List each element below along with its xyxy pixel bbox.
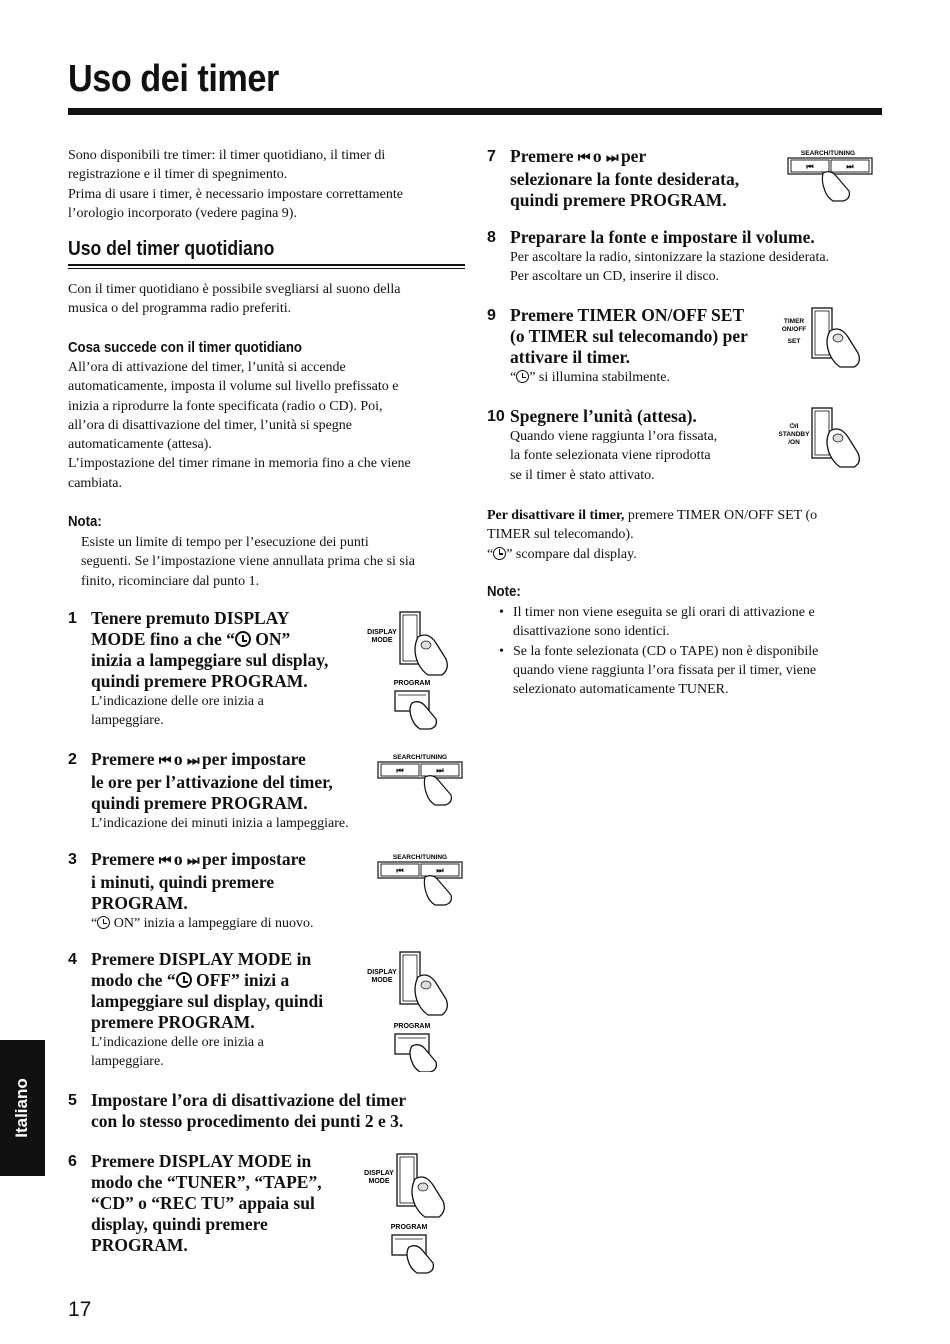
disable-line: TIMER sul telecomando). [487,527,634,543]
display-label: DISPLAY [367,629,397,636]
step-title-line: (o TIMER sul telecomando) per [510,326,748,346]
search-tuning-illustration [373,749,473,809]
step-9 [510,305,748,387]
step-title-line [91,849,314,872]
step-title-part: MODE fino a che “ [91,629,235,649]
step-title-line: PROGRAM. [91,893,188,913]
timer-set-label: SET [787,338,801,345]
clock-icon [235,631,251,647]
step-number: 1 [68,610,77,627]
step-title-line: premere PROGRAM. [91,1012,255,1032]
finger-icon [410,702,436,729]
nota-line: finito, ricominciare dal punto 1. [81,573,260,589]
disable-text: premere TIMER ON/OFF SET (o [624,508,818,523]
disable-text: ” scompare dal display. [506,546,637,562]
finger-icon [407,1246,433,1273]
program-label: PROGRAM [393,1023,431,1030]
step-title-line: Spegnere l’unità (attesa). [510,406,697,426]
fingernail-icon [418,1183,428,1191]
step-title-part: OFF” inizi a [191,970,290,990]
disable-line [487,545,887,564]
step-number: 7 [487,148,496,165]
timer-label: TIMER [783,318,805,325]
step-2 [91,749,349,833]
step-note-line: Quando viene raggiunta l’ora fissata, [510,429,718,444]
intro-line: l’orologio incorporato (vedere pagina 9). [68,205,297,221]
step-number: 4 [68,951,77,968]
step-title-part: Premere [91,849,159,869]
prev-track-icon: ⏮ [158,853,170,869]
language-label: Italiano [12,1078,31,1138]
notes-heading [487,583,525,600]
display-mode-program-illustration [360,607,470,732]
step-title-line: con lo stesso procedimento dei punti 2 e 3. [91,1111,404,1131]
finger-icon [827,429,859,467]
fingernail-icon [421,641,431,649]
step-title-part: Premere [510,146,578,166]
step-number: 8 [487,229,496,246]
mode-label: MODE [371,977,393,984]
body-line: inizia a riprodurre la fonte specificata (radio o CD). Poi, [68,398,383,414]
step-title-line: quindi premere PROGRAM. [91,671,308,691]
finger-icon [827,329,859,367]
step-title-line [91,970,323,991]
note-line: selezionato automaticamente TUNER. [513,682,729,698]
nota-heading-text: Nota: [68,513,102,530]
step-number: 5 [68,1092,77,1109]
disable-line [487,506,887,525]
notes-list [487,603,887,699]
step-title-line: Premere DISPLAY MODE in [91,1151,312,1171]
step-number: 6 [68,1153,77,1170]
step-title-part: per [616,146,647,166]
finger-icon [424,776,451,805]
search-tuning-label: SEARCH/TUNING [800,150,856,157]
nota-heading [68,513,106,530]
step-title-line: PROGRAM. [91,1235,188,1255]
page-title: Uso dei timer [68,58,279,100]
search-tuning-label: SEARCH/TUNING [392,754,448,761]
page-number: 17 [68,1298,92,1321]
search-tuning-label: SEARCH/TUNING [392,854,448,861]
body-line: automaticamente, imposta il volume sul livello prefissato e [68,379,399,395]
body-line: All’ora di attivazione del timer, l’unità si accende [68,360,346,375]
step-title-line: inizia a lampeggiare sul display, [91,650,329,670]
note-part: “ [510,370,517,385]
section-intro [68,280,468,319]
step-title-line: quindi premere PROGRAM. [91,793,308,813]
step-title-part: o [169,749,187,769]
intro-line: Sono disponibili tre timer: il timer quotidiano, il timer di [68,148,386,163]
note-line: quando viene raggiunta l’ora fissata per il timer, viene [513,662,817,678]
section-heading: Uso del timer quotidiano [68,238,275,260]
finger-icon [410,1045,436,1072]
next-track-icon: ⏭ [186,853,198,869]
step-title-part: Premere [91,749,159,769]
note-part: “ [91,916,98,931]
note-line: Se la fonte selezionata (CD o TAPE) non è disponibile [513,643,819,659]
step-title-line: Impostare l’ora di disattivazione del timer [91,1090,407,1110]
next-track-icon: ⏭ [186,753,198,769]
step-title-line: selezionare la fonte desiderata, [510,169,740,189]
step-title-part: o [169,849,187,869]
step-title-line: display, quindi premere [91,1214,268,1234]
fingernail-icon [833,334,843,342]
body-line: all’ora di disattivazione del timer, l’unità si spegne [68,417,353,433]
section-rule [68,264,465,266]
step-title-part: ON” [250,629,291,649]
finger-icon [415,635,447,675]
disable-bold: Per disattivare il timer, [487,508,625,523]
subheading [68,339,334,356]
timer-button-illustration [778,305,878,370]
standby-symbol-label: ⏻/I [789,423,799,430]
step-number: 10 [487,408,505,425]
note-part: ON” inizia a lampeggiare di nuovo. [110,916,314,931]
finger-icon [822,172,849,201]
intro-line: registrazione e il timer di spegnimento. [68,167,288,183]
clock-icon [516,370,529,383]
prev-track-icon: ⏮ [396,866,404,875]
next-track-icon: ⏭ [436,866,444,875]
notes-heading-text: Note: [487,583,521,600]
list-item [487,642,887,700]
step-title-line: i minuti, quindi premere [91,872,275,892]
step-7 [510,146,739,211]
step-title-line: Preparare la fonte e impostare il volume. [510,227,815,247]
step-title-line: le ore per l’attivazione del timer, [91,772,333,792]
step-title-part: modo che “ [91,970,176,990]
step-title-line: lampeggiare sul display, quindi [91,991,324,1011]
step-5 [91,1090,406,1132]
standby-on-label: /ON [788,439,800,446]
disable-paragraph [487,506,887,564]
disable-text: “ [487,546,494,562]
step-number: 9 [487,307,496,324]
program-label: PROGRAM [390,1224,428,1231]
step-note-line: lampeggiare. [91,1054,164,1070]
fingernail-icon [833,434,843,442]
finger-icon [412,1177,444,1217]
step-note-line: se il timer è stato attivato. [510,467,655,483]
next-track-icon: ⏭ [605,150,617,166]
note-line: disattivazione sono identici. [513,624,670,640]
display-mode-program-illustration [357,1151,467,1276]
step-note-line: Per ascoltare un CD, inserire il disco. [510,269,720,285]
step-note-line: L’indicazione delle ore inizia a [91,1035,264,1050]
nota-body [81,533,471,591]
note-part: ” si illumina stabilmente. [529,370,670,385]
clock-icon [493,547,506,560]
step-4 [91,949,323,1072]
step-title-part: per impostare [197,749,306,769]
step-note-line [91,914,314,933]
clock-icon [97,916,110,929]
language-side-tab [0,1040,45,1176]
step-note-line [510,368,748,387]
standby-button-illustration [776,405,876,470]
prev-track-icon: ⏮ [158,753,170,769]
finger-icon [424,876,451,905]
standby-label: STANDBY [778,431,810,438]
step-title-line [91,629,328,650]
subheading-text: Cosa succede con il timer quotidiano [68,339,302,356]
fingernail-icon [421,981,431,989]
next-track-icon: ⏭ [436,766,444,775]
step-note-line: L’indicazione dei minuti inizia a lampeggiare. [91,816,349,831]
prev-track-icon: ⏮ [806,162,814,171]
step-title-line [510,146,739,169]
step-title-line: modo che “TUNER”, “TAPE”, [91,1172,322,1192]
body-line: cambiata. [68,475,123,491]
body-line: automaticamente (attesa). [68,437,212,453]
step-note-line: Per ascoltare la radio, sintonizzare la stazione desiderata. [510,250,830,265]
section-text-line: musica o del programma radio preferiti. [68,301,292,317]
prev-track-icon: ⏮ [396,766,404,775]
display-label: DISPLAY [367,969,397,976]
step-1 [91,608,328,731]
step-title-line: attivare il timer. [510,347,631,367]
search-tuning-illustration [783,145,883,210]
clock-icon [176,972,192,988]
step-note-line: la fonte selezionata viene riprodotta [510,448,711,464]
search-tuning-illustration [373,849,473,909]
step-title-line: Premere DISPLAY MODE in [91,949,312,969]
display-label: DISPLAY [364,1170,394,1177]
step-number: 2 [68,751,77,768]
prev-track-icon: ⏮ [577,150,589,166]
section-rule [68,268,465,269]
section-body [68,358,468,493]
step-6 [91,1151,322,1256]
step-title-line: quindi premere PROGRAM. [510,190,727,210]
intro-paragraph [68,146,468,223]
nota-line: seguenti. Se l’impostazione viene annullata prima che si sia [81,554,415,570]
mode-label: MODE [368,1178,390,1185]
body-line: L’impostazione del timer rimane in memoria fino a che viene [68,456,411,472]
finger-icon [415,975,447,1015]
step-number: 3 [68,851,77,868]
intro-line: Prima di usare i timer, è necessario impostare correttamente [68,186,403,202]
program-label: PROGRAM [393,680,431,687]
step-note-line: lampeggiare. [91,713,164,729]
step-8 [510,227,829,287]
step-title-line: “CD” o “REC TU” appaia sul [91,1193,315,1213]
note-line: Il timer non viene eseguita se gli orari di attivazione e [513,605,815,620]
step-title-line: Premere TIMER ON/OFF SET [510,305,745,325]
nota-line: Esiste un limite di tempo per l’esecuzione dei punti [81,535,369,550]
step-10 [510,406,717,485]
step-title-line: Tenere premuto DISPLAY [91,608,290,628]
display-mode-program-illustration [360,947,470,1072]
section-text-line: Con il timer quotidiano è possibile svegliarsi al suono della [68,282,401,297]
next-track-icon: ⏭ [846,162,854,171]
step-title-part: o [588,146,606,166]
step-note-line: L’indicazione delle ore inizia a [91,694,264,709]
list-item [487,603,887,642]
title-rule [68,108,882,115]
step-title-line [91,749,349,772]
step-3 [91,849,314,933]
step-title-part: per impostare [197,849,306,869]
timer-onoff-label: ON/OFF [781,326,807,333]
mode-label: MODE [371,637,393,644]
